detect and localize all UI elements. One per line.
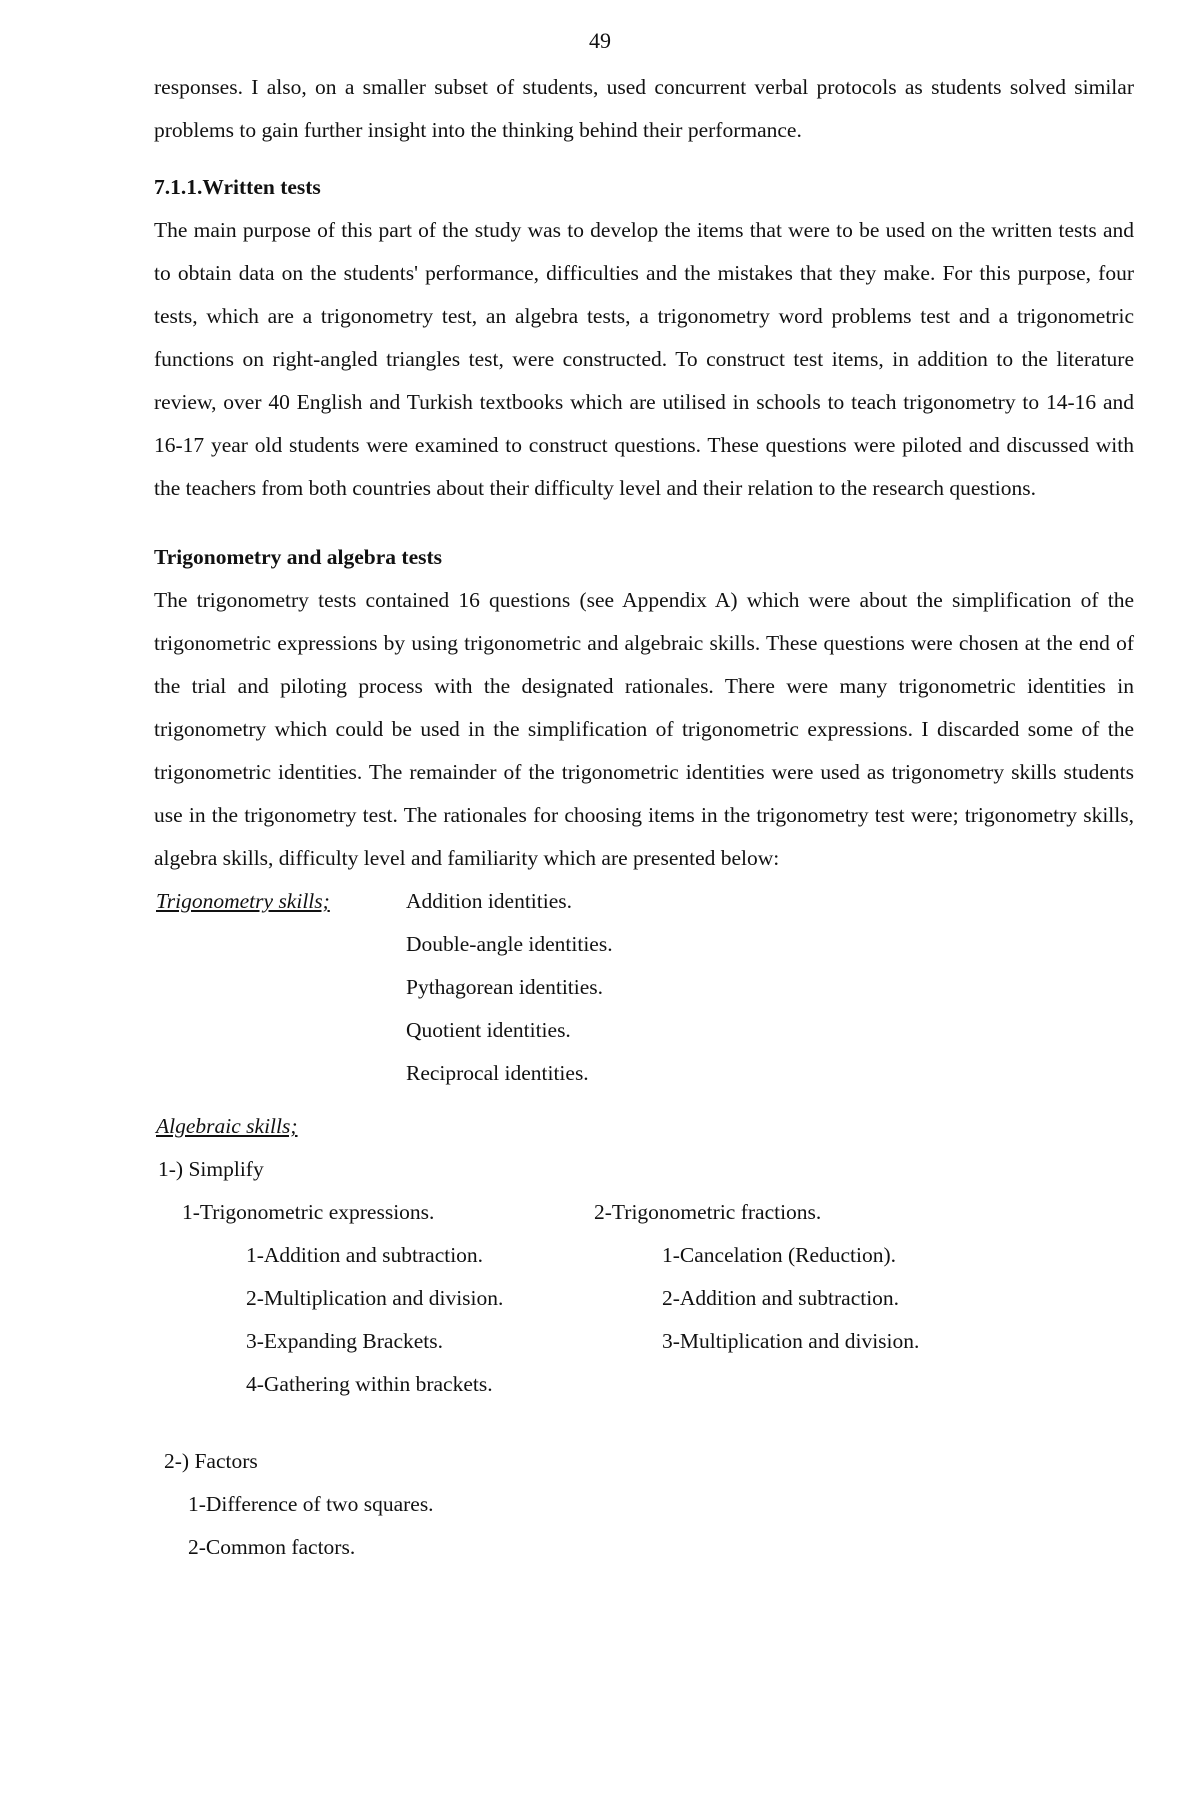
list-item: 3-Multiplication and division. [662, 1329, 920, 1353]
list-item: Reciprocal identities. [406, 1061, 589, 1085]
algebraic-skills-label: Algebraic skills; [156, 1114, 298, 1138]
simplify-columns [182, 1191, 1134, 1406]
page-content [154, 66, 1134, 1569]
list-item: Double-angle identities. [406, 932, 613, 956]
section-heading: 7.1.1.Written tests [154, 175, 321, 199]
trig-expressions-list [182, 1234, 594, 1406]
list-item: 2-Common factors. [188, 1535, 356, 1559]
list-item: Pythagorean identities. [406, 975, 604, 999]
trig-skills-block [154, 880, 1134, 1095]
trig-fractions-list [594, 1234, 1014, 1363]
subsection-heading: Trigonometry and algebra tests [154, 545, 443, 569]
intro-paragraph: responses. I also, on a smaller subset of students, used concurrent verbal protocols as students solved similar problems to gain further insight into the thinking behind their performance. [154, 75, 1134, 142]
factors-list [154, 1483, 1134, 1569]
list-item: 2-Multiplication and division. [246, 1286, 504, 1310]
list-item: 2-Addition and subtraction. [662, 1286, 900, 1310]
list-item: 3-Expanding Brackets. [246, 1329, 444, 1353]
list-item: 1-Addition and subtraction. [246, 1243, 484, 1267]
list-item: Quotient identities. [406, 1018, 571, 1042]
section-paragraph: The main purpose of this part of the study was to develop the items that were to be used on the written tests and to obtain data on the students' performance, difficulties and the mistakes that they make. For this purpose, four tests, which are a trigonometry test, an algebra tests, a trigonometry word problems test and a trigonometric functions on right-angled triangles test, were constructed. To construct test items, in addition to the literature review, over 40 English and Turkish textbooks which are utilised in schools to teach trigonometry to 14-16 and 16-17 year old students were examined to construct questions. These questions were piloted and discussed with the teachers from both countries about their difficulty level and their relation to the research questions. [154, 218, 1134, 500]
subsection-paragraph: The trigonometry tests contained 16 questions (see Appendix A) which were about the simplification of the trigonometric expressions by using trigonometric and algebraic skills. These questions were chosen at the end of the trial and piloting process with the designated rationales. There were many trigonometric identities in trigonometry which could be used in the simplification of trigonometric expressions. I discarded some of the trigonometric identities. The remainder of the trigonometric identities were used as trigonometry skills students use in the trigonometry test. The rationales for choosing items in the trigonometry test were; trigonometry skills, algebra skills, difficulty level and familiarity which are presented below: [154, 588, 1134, 870]
page-number: 49 [589, 28, 611, 53]
list-item: 1-Difference of two squares. [188, 1492, 434, 1516]
factors-heading: 2-) Factors [164, 1449, 258, 1473]
trig-skills-label: Trigonometry skills; [156, 889, 330, 913]
trig-expressions-column [182, 1191, 594, 1406]
trig-fractions-column [594, 1191, 1014, 1406]
simplify-heading: 1-) Simplify [158, 1157, 264, 1181]
list-item: 4-Gathering within brackets. [246, 1372, 493, 1396]
trig-expressions-heading: 1-Trigonometric expressions. [182, 1200, 435, 1224]
list-item: Addition identities. [406, 889, 573, 913]
list-item: 1-Cancelation (Reduction). [662, 1243, 897, 1267]
trig-skills-list [406, 880, 1134, 1095]
trig-fractions-heading: 2-Trigonometric fractions. [594, 1200, 822, 1224]
